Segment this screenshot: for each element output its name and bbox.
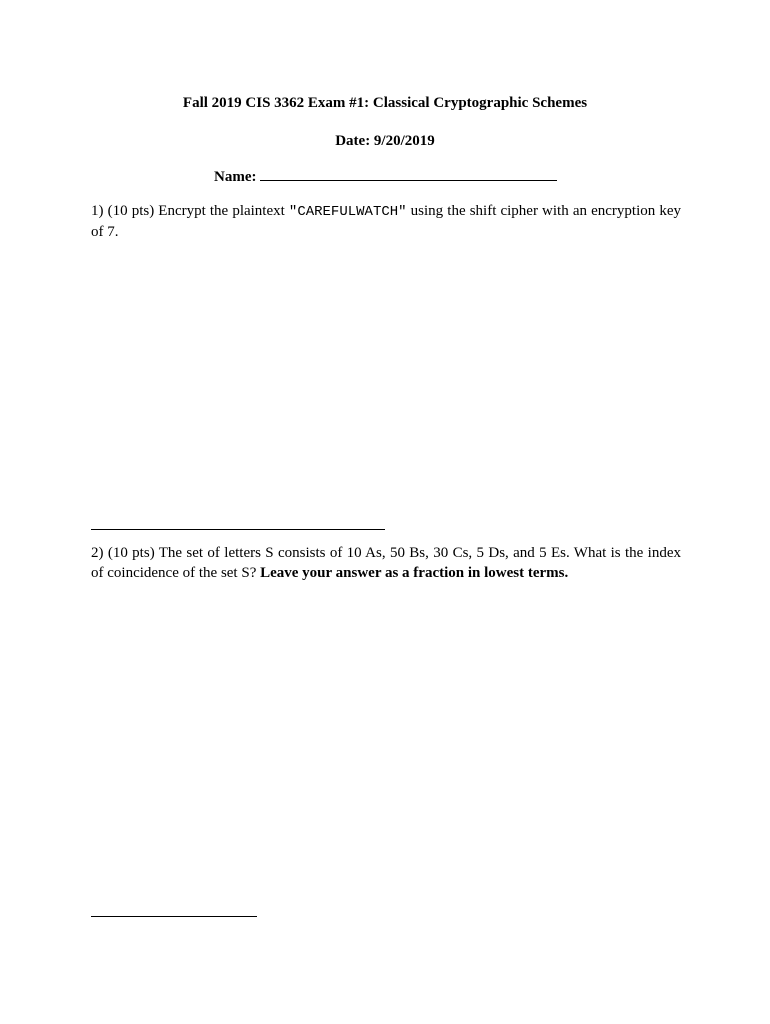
question-1 <box>91 201 681 242</box>
exam-date: Date: 9/20/2019 <box>335 133 435 149</box>
question-1-suffix: using the shift cipher with an encryption key of 7. <box>91 203 681 240</box>
question-2 <box>91 543 681 583</box>
question-2-answer-line[interactable] <box>91 916 257 917</box>
question-1-quote-open: " <box>288 204 298 220</box>
question-1-answer-line[interactable] <box>91 529 385 530</box>
question-1-quote-close: " <box>398 204 407 220</box>
name-field-row <box>214 166 557 184</box>
name-label: Name: <box>214 169 257 185</box>
question-1-plaintext: CAREFULWATCH <box>297 204 399 220</box>
name-blank-line[interactable] <box>260 166 557 181</box>
question-2-emphasis: Leave your answer as a fraction in lowest terms. <box>260 565 569 581</box>
question-1-prefix: 1) (10 pts) Encrypt the plaintext <box>91 203 289 219</box>
exam-title: Fall 2019 CIS 3362 Exam #1: Classical Cryptographic Schemes <box>182 95 588 111</box>
question-2-text: 2) (10 pts) The set of letters S consists of 10 As, 50 Bs, 30 Cs, 5 Ds, and 5 Es. What is the index of coincidence of the set S? <box>91 545 681 581</box>
